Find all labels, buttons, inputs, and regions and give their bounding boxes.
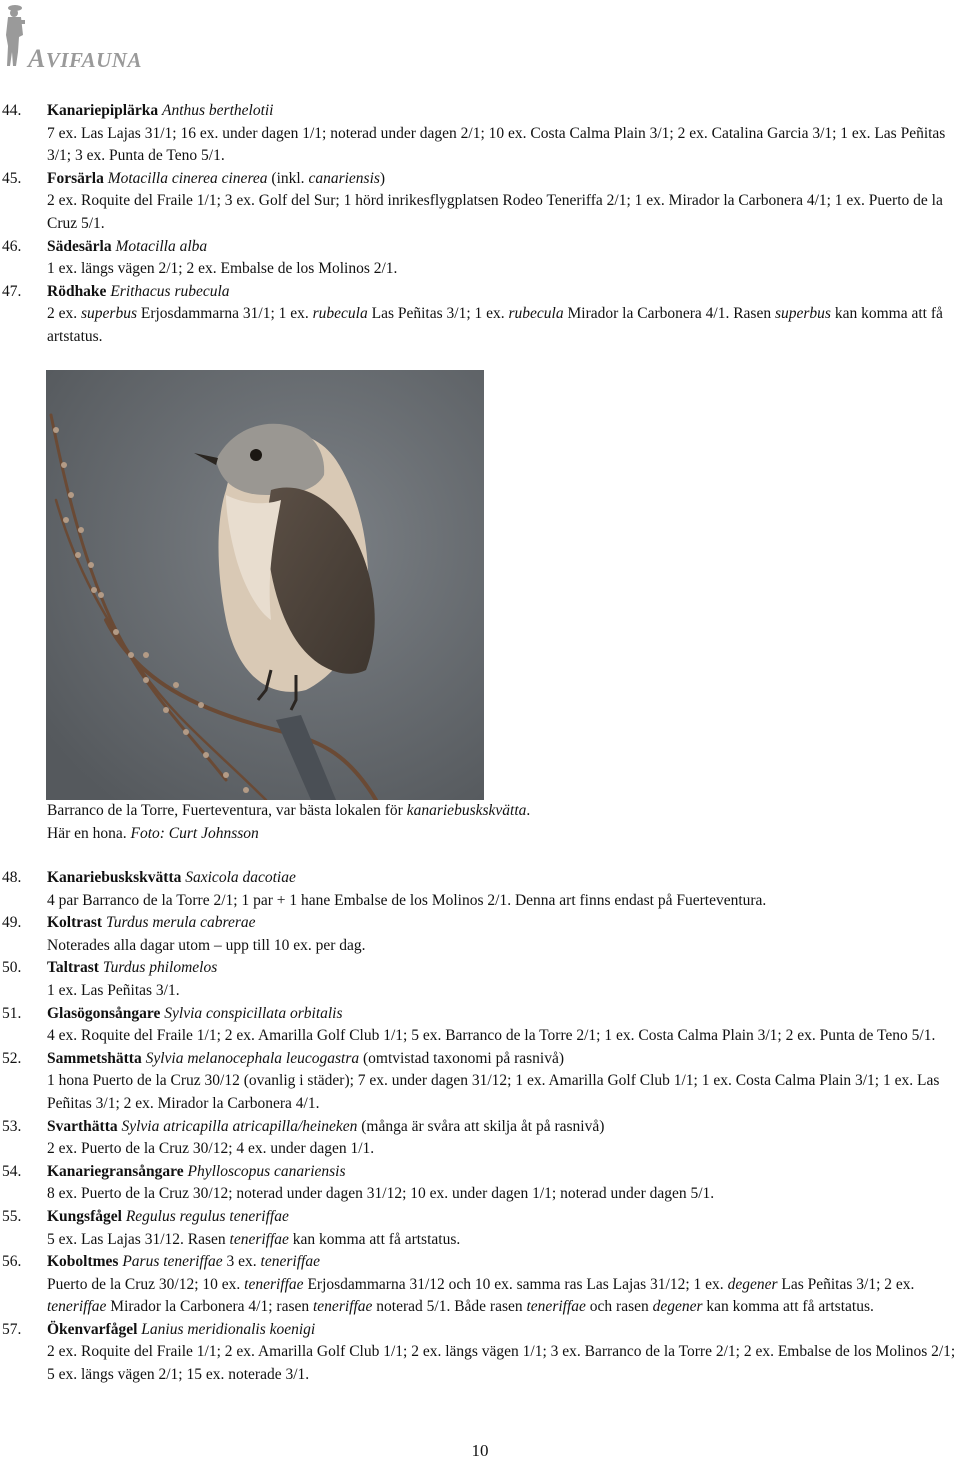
scientific-name: Parus teneriffae bbox=[122, 1253, 223, 1271]
scientific-name: Regulus regulus teneriffae bbox=[125, 1207, 289, 1225]
species-name: Sädesärla bbox=[47, 237, 112, 255]
scientific-name: Phylloscopus canariensis bbox=[187, 1162, 346, 1180]
observations bbox=[47, 303, 957, 348]
species-name: Kungsfågel bbox=[47, 1207, 122, 1225]
entry-number: 53. bbox=[2, 1117, 22, 1135]
entry-number: 50. bbox=[2, 959, 22, 977]
scientific-name: Sylvia melanocephala leucogastra bbox=[145, 1049, 360, 1067]
species-name: Sammetshätta bbox=[47, 1049, 142, 1067]
species-note: (inkl. bbox=[267, 169, 309, 187]
species-entry bbox=[0, 1003, 960, 1048]
observation-text: 1 ex. Las Peñitas 3/1. bbox=[47, 981, 180, 999]
observation-text: kan komma att få artstatus. bbox=[702, 1298, 874, 1316]
observations bbox=[47, 190, 957, 235]
observation-text: Mirador la Carbonera 4/1. Rasen bbox=[563, 305, 775, 323]
entry-number: 52. bbox=[2, 1049, 22, 1067]
photo-credit: Foto: Curt Johnsson bbox=[130, 824, 259, 842]
observation-text: Noterades alla dagar utom – upp till 10 ex. per dag. bbox=[47, 936, 366, 954]
species-entry bbox=[0, 867, 960, 912]
species-note: (omtvistad taxonomi på rasnivå) bbox=[359, 1049, 565, 1067]
scientific-name: Turdus philomelos bbox=[102, 959, 218, 977]
species-name: Forsärla bbox=[47, 169, 104, 187]
observations bbox=[47, 1229, 957, 1252]
species-list-bottom bbox=[0, 867, 960, 1387]
species-entry bbox=[0, 1206, 960, 1251]
species-name: Glasögonsångare bbox=[47, 1004, 161, 1022]
entry-number: 51. bbox=[2, 1004, 22, 1022]
observations bbox=[47, 1183, 957, 1206]
entry-number: 47. bbox=[2, 282, 22, 300]
subspecies-name: degener bbox=[727, 1275, 778, 1293]
species-name: Koltrast bbox=[47, 914, 103, 932]
observation-text: 4 par Barranco de la Torre 2/1; 1 par + 1 hane Embalse de los Molinos 2/1. Denna art finns endast på Fuerteventura. bbox=[47, 891, 767, 909]
logo-text: AVIFAUNA bbox=[28, 44, 142, 73]
species-note-end: ) bbox=[379, 169, 386, 187]
species-note-sci: teneriffae bbox=[260, 1253, 320, 1271]
subspecies-name: rubecula bbox=[312, 305, 368, 323]
observation-text: 7 ex. Las Lajas 31/1; 16 ex. under dagen 1/1; noterad under dagen 2/1; 10 ex. Costa Calma Plain 3/1; 2 ex. Catalina Garcia 3/1; 1 ex. Las Peñitas 3/1; 3 ex. Punta de Teno 5/1. bbox=[47, 124, 946, 165]
entry-number: 49. bbox=[2, 914, 22, 932]
species-list-top bbox=[0, 100, 960, 349]
subspecies-name: teneriffae bbox=[313, 1298, 373, 1316]
caption-text: Barranco de la Torre, Fuerteventura, var bästa lokalen för bbox=[47, 802, 407, 819]
species-entry bbox=[0, 281, 960, 349]
observations bbox=[47, 980, 957, 1003]
observation-text: och rasen bbox=[585, 1298, 653, 1316]
observation-text: 2 ex. Roquite del Fraile 1/1; 3 ex. Golf del Sur; 1 hörd inrikesflygplatsen Rodeo Teneriffa 2/1; 1 ex. Mirador la Carbonera 4/1; 1 ex. Puerto de la Cruz 5/1. bbox=[47, 192, 943, 232]
subspecies-name: teneriffae bbox=[244, 1275, 304, 1293]
entry-number: 45. bbox=[2, 169, 22, 187]
subspecies-name: superbus bbox=[81, 305, 137, 323]
entry-number: 57. bbox=[2, 1320, 22, 1338]
species-name: Ökenvarfågel bbox=[47, 1320, 138, 1338]
species-note: 3 ex. bbox=[222, 1253, 261, 1271]
species-entry bbox=[0, 236, 960, 281]
scientific-name: Motacilla alba bbox=[115, 237, 208, 255]
scientific-name: Anthus berthelotii bbox=[161, 102, 274, 119]
subspecies-name: teneriffae bbox=[229, 1230, 289, 1248]
species-name: Kanariegransångare bbox=[47, 1162, 184, 1180]
species-name: Taltrast bbox=[47, 959, 99, 977]
species-entry bbox=[0, 912, 960, 957]
scientific-name: Turdus merula cabrerae bbox=[105, 914, 256, 932]
scientific-name: Lanius meridionalis koenigi bbox=[141, 1320, 316, 1338]
species-entry bbox=[0, 1048, 960, 1116]
species-name: Koboltmes bbox=[47, 1253, 119, 1271]
observation-text: kan komma att få artstatus. bbox=[288, 1230, 461, 1248]
subspecies-name: rubecula bbox=[508, 305, 564, 323]
subspecies-name: teneriffae bbox=[526, 1298, 586, 1316]
observations bbox=[47, 1070, 957, 1115]
entry-number: 48. bbox=[2, 869, 22, 886]
subspecies-name: degener bbox=[652, 1298, 703, 1316]
caption-period: . bbox=[526, 802, 531, 819]
observation-text: Erjosdammarna 31/12 och 10 ex. samma ras Las Lajas 31/12; 1 ex. bbox=[303, 1275, 728, 1293]
observation-text: 4 ex. Roquite del Fraile 1/1; 2 ex. Amarilla Golf Club 1/1; 5 ex. Barranco de la Torre 2/1; 1 ex. Costa Calma Plain 3/1; 2 ex. Punta de Teno 5/1. bbox=[47, 1027, 936, 1045]
scientific-name: Motacilla cinerea cinerea bbox=[107, 169, 268, 187]
species-note: (många är svåra att skilja åt på rasnivå) bbox=[357, 1117, 605, 1135]
species-note-sci: canariensis bbox=[308, 169, 380, 187]
observation-text: 1 ex. längs vägen 2/1; 2 ex. Embalse de los Molinos 2/1. bbox=[47, 260, 398, 278]
species-entry bbox=[0, 1251, 960, 1319]
species-entry bbox=[0, 1161, 960, 1206]
species-entry bbox=[0, 168, 960, 236]
observation-text: kan komma att få artstatus. bbox=[47, 305, 943, 345]
observations bbox=[47, 1138, 957, 1161]
observation-text: 2 ex. Puerto de la Cruz 30/12; 4 ex. under dagen 1/1. bbox=[47, 1140, 375, 1158]
page-number: 10 bbox=[471, 1441, 489, 1460]
avifauna-logo bbox=[0, 0, 170, 75]
species-name: Rödhake bbox=[47, 282, 107, 300]
observations bbox=[47, 1025, 957, 1048]
observation-text: Las Peñitas 3/1; 1 ex. bbox=[367, 305, 509, 323]
observations bbox=[47, 123, 957, 168]
entry-number: 44. bbox=[2, 102, 22, 119]
observation-text: 8 ex. Puerto de la Cruz 30/12; noterad under dagen 31/12; 10 ex. under dagen 1/1; noterad under dagen 5/1. bbox=[47, 1185, 715, 1203]
entry-number: 54. bbox=[2, 1162, 22, 1180]
subspecies-name: teneriffae bbox=[47, 1298, 107, 1316]
observation-text: Las Peñitas 3/1; 2 ex. bbox=[777, 1275, 915, 1293]
caption-species: kanariebuskskvätta bbox=[406, 802, 527, 819]
observations bbox=[47, 258, 957, 281]
birdwatcher-icon bbox=[2, 2, 28, 70]
observations bbox=[47, 935, 957, 958]
scientific-name: Sylvia conspicillata orbitalis bbox=[164, 1004, 343, 1022]
caption-text-2: Här en hona. bbox=[47, 824, 131, 842]
observations bbox=[47, 890, 957, 913]
bird-photo bbox=[46, 370, 484, 800]
species-name: Kanariepiplärka bbox=[47, 102, 159, 119]
species-name: Kanariebuskskvätta bbox=[47, 869, 182, 886]
species-entry bbox=[0, 1319, 960, 1387]
stonechat-photo-image bbox=[46, 370, 484, 800]
species-entry bbox=[0, 957, 960, 1002]
subspecies-name: superbus bbox=[774, 305, 831, 323]
species-entry bbox=[0, 100, 960, 168]
entry-number: 55. bbox=[2, 1207, 22, 1225]
scientific-name: Sylvia atricapilla atricapilla/heineken bbox=[121, 1117, 358, 1135]
species-entry bbox=[0, 1116, 960, 1161]
observation-text: Erjosdammarna 31/1; 1 ex. bbox=[137, 305, 313, 323]
observation-text: noterad 5/1. Både rasen bbox=[372, 1298, 527, 1316]
observations bbox=[47, 1274, 957, 1319]
observation-text: 2 ex. Roquite del Fraile 1/1; 2 ex. Amarilla Golf Club 1/1; 2 ex. längs vägen 1/1; 3 ex. Barranco de la Torre 2/1; 2 ex. Embalse de los Molinos 2/1; 5 ex. längs vägen 2/1; 15 ex. noterade 3/1. bbox=[47, 1343, 956, 1384]
entry-number: 56. bbox=[2, 1253, 22, 1271]
photo-caption bbox=[47, 800, 927, 845]
observation-text: 2 ex. bbox=[47, 305, 82, 323]
species-name: Svarthätta bbox=[47, 1117, 118, 1135]
scientific-name: Saxicola dacotiae bbox=[185, 869, 296, 886]
observation-text: 5 ex. Las Lajas 31/12. Rasen bbox=[47, 1230, 230, 1248]
observation-text: 1 hona Puerto de la Cruz 30/12 (ovanlig i städer); 7 ex. under dagen 31/12; 1 ex. Amarilla Golf Club 1/1; 1 ex. Costa Calma Plain 3/1; 1 ex. Las Peñitas 3/1; 2 ex. Mirador la Carbonera 4/1. bbox=[47, 1072, 940, 1112]
observation-text: Mirador la Carbonera 4/1; rasen bbox=[106, 1298, 313, 1316]
observation-text: Puerto de la Cruz 30/12; 10 ex. bbox=[47, 1275, 245, 1293]
entry-number: 46. bbox=[2, 237, 22, 255]
observations bbox=[47, 1341, 957, 1386]
scientific-name: Erithacus rubecula bbox=[110, 282, 230, 300]
